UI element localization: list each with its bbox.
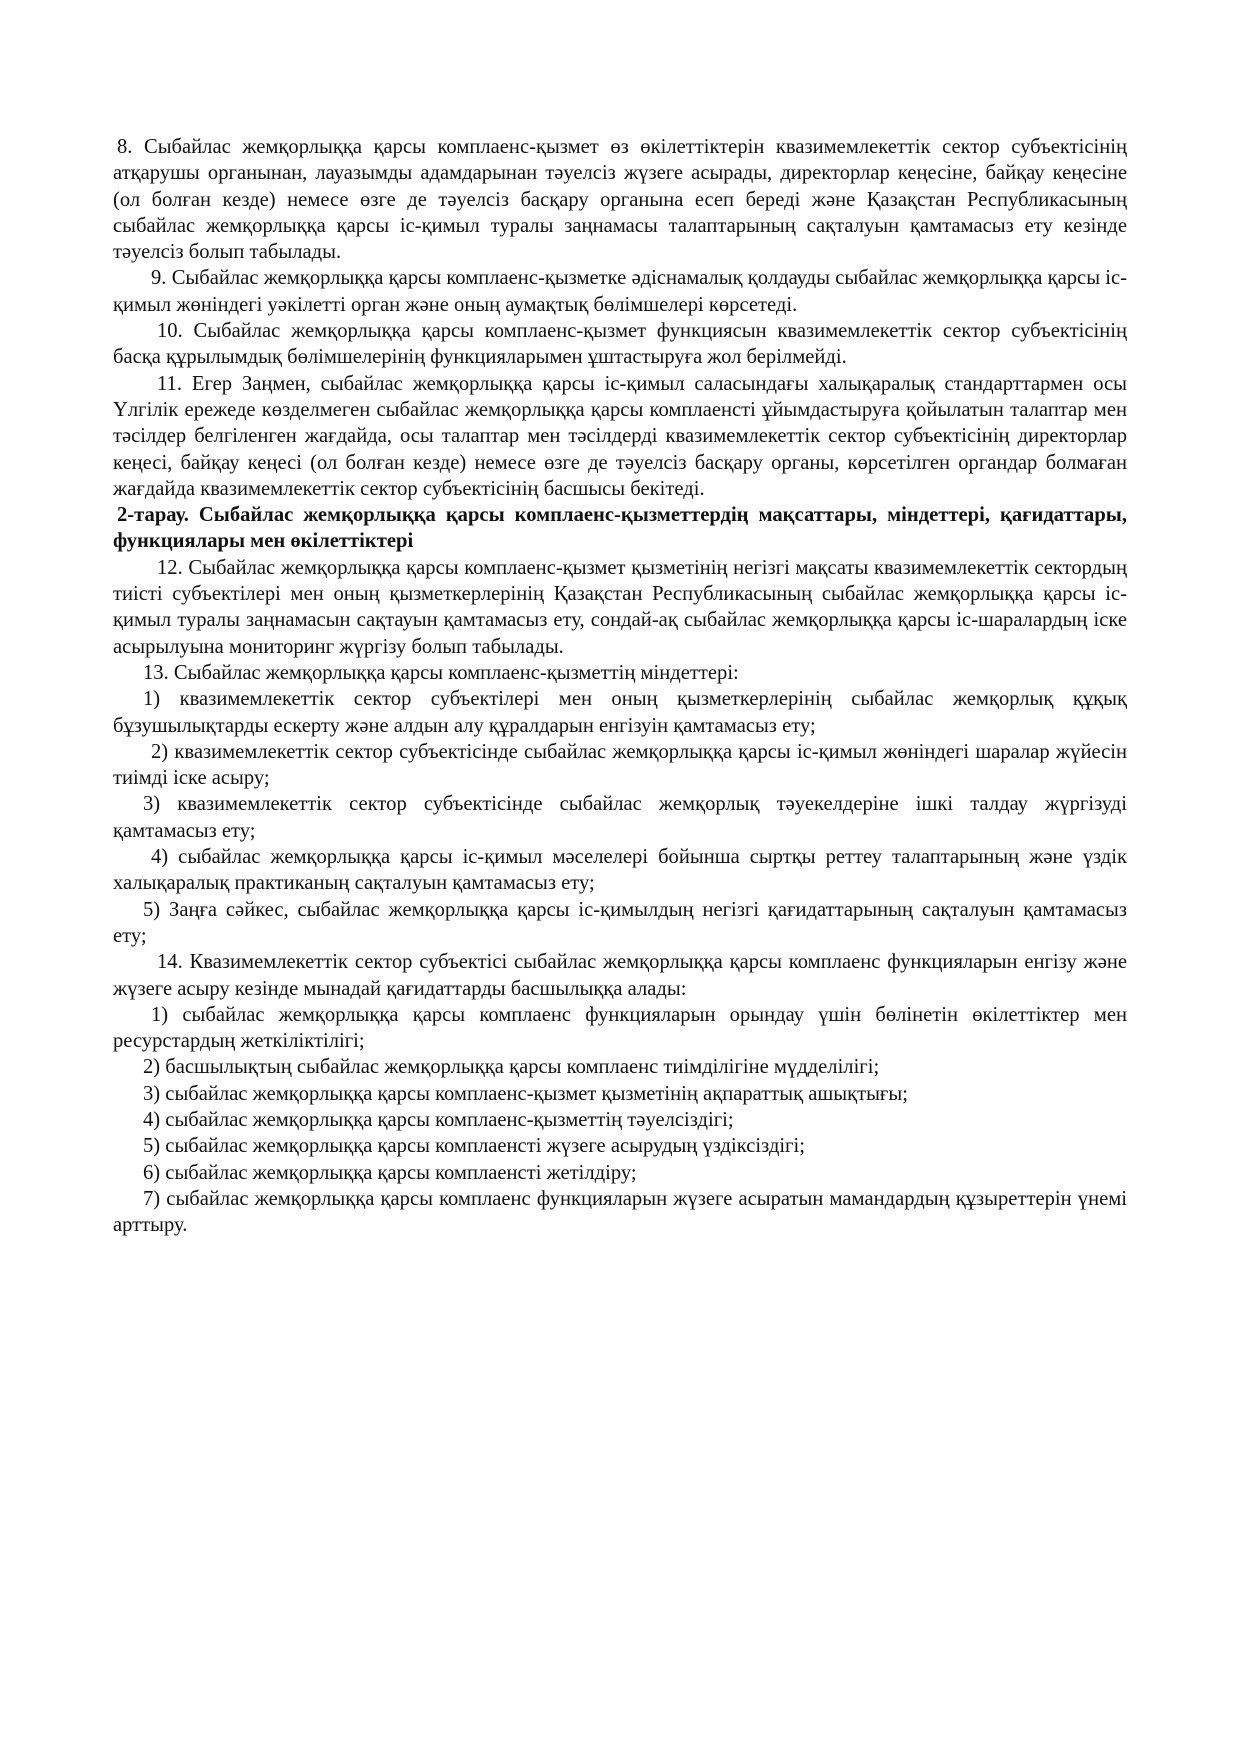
paragraph-14-intro: 14. Квазимемлекеттік сектор субъектісі сыбайлас жемқорлыққа қарсы комплаенс функцияларын енгізу және жүзеге асыру кезінде мынадай қағидаттарды басшылыққа алады: <box>113 951 1127 1000</box>
paragraph-10: 10. Сыбайлас жемқорлыққа қарсы комплаенс-қызмет функциясын квазимемлекеттік сектор субъектісінің басқа құрылымдық бөлімшелерінің функцияларымен ұштастыруға жол берілмейді. <box>113 320 1127 369</box>
paragraph-9: 9. Сыбайлас жемқорлыққа қарсы комплаенс-қызметке әдіснамалық қолдауды сыбайлас жемқорлыққа қарсы іс-қимыл жөніндегі уәкілетті орган және оның аумақтық бөлімшелері көрсетеді. <box>113 267 1127 316</box>
paragraph-13-item-5: 5) Заңға сәйкес, сыбайлас жемқорлыққа қарсы іс-қимылдың негізгі қағидаттарының сақталуын қамтамасыз ету; <box>113 898 1127 947</box>
paragraph-14-item-1: 1) сыбайлас жемқорлыққа қарсы комплаенс функцияларын орындау үшін бөлінетін өкілеттіктер мен ресурстардың жеткіліктілігі; <box>113 1003 1127 1053</box>
paragraph-13-item-4: 4) сыбайлас жемқорлыққа қарсы іс-қимыл мәселелері бойынша сыртқы реттеу талаптарының және үздік халықаралық практиканың сақталуын қамтамасыз ету; <box>113 846 1127 895</box>
paragraph-13-intro: 13. Сыбайлас жемқорлыққа қарсы комплаенс-қызметтің міндеттері: <box>143 661 739 684</box>
paragraph-13-item-1: 1) квазимемлекеттік сектор субъектілері мен оның қызметкерлерінің сыбайлас жемқорлық құқық бұзушылықтарды ескерту және алдын алу құралдарын енгізуін қамтамасыз ету; <box>113 688 1127 737</box>
paragraph-13-item-2: 2) квазимемлекеттік сектор субъектісінде сыбайлас жемқорлыққа қарсы іс-қимыл жөніндегі шаралар жүйесін тиімді іске асыру; <box>113 740 1127 790</box>
paragraph-13-item-3: 3) квазимемлекеттік сектор субъектісінде сыбайлас жемқорлық тәуекелдеріне ішкі талдау жүргізуді қамтамасыз ету; <box>113 793 1127 842</box>
paragraph-14-item-6: 6) сыбайлас жемқорлыққа қарсы комплаенсті жетілдіру; <box>143 1161 637 1184</box>
paragraph-14-item-2: 2) басшылықтың сыбайлас жемқорлыққа қарсы комплаенс тиімділігіне мүдделілігі; <box>143 1056 880 1079</box>
paragraph-12: 12. Сыбайлас жемқорлыққа қарсы комплаенс-қызмет қызметінің негізгі мақсаты квазимемлекеттік сектордың тиісті субъектілері мен оның қызметкерлерінің Қазақстан Республикасының сыбайлас жемқорлыққа қарсы іс-қимыл туралы заңнамасын сақтауын қамтамасыз ету, сондай-ақ сыбайлас жемқорлыққа қарсы іс-шаралардың іске асырылуына мониторинг жүргізу болып табылады. <box>113 556 1127 658</box>
paragraph-11: 11. Егер Заңмен, сыбайлас жемқорлыққа қарсы іс-қимыл саласындағы халықаралық стандарттармен осы Үлгілік ережеде көзделмеген сыбайлас жемқорлыққа қарсы комплаенсті ұйымдастыруға қойылатын талаптар мен тәсілдер белгіленген жағдайда, осы талаптар мен тәсілдерді квазимемлекеттік сектор субъектісінің директорлар кеңесі, байқау кеңесі (ол болған кезде) немесе өзге де тәуелсіз басқару органы, көрсетілген органдар болмаған жағдайда квазимемлекеттік сектор субъектісінің басшысы бекітеді. <box>113 372 1127 500</box>
document-page <box>113 134 1127 1238</box>
paragraph-14-item-3: 3) сыбайлас жемқорлыққа қарсы комплаенс-қызмет қызметінің ақпараттық ашықтығы; <box>143 1082 908 1105</box>
paragraph-14-item-7: 7) сыбайлас жемқорлыққа қарсы комплаенс функцияларын жүзеге асыратын мамандардың құзыреттерін үнемі арттыру. <box>113 1187 1127 1237</box>
paragraph-14-item-5: 5) сыбайлас жемқорлыққа қарсы комплаенсті жүзеге асырудың үздіксіздігі; <box>143 1135 805 1158</box>
chapter-heading: 2-тарау. Сыбайлас жемқорлыққа қарсы комплаенс-қызметтердің мақсаттары, міндеттері, қағидаттары, функциялары мен өкілеттіктері <box>113 504 1127 553</box>
paragraph-14-item-4: 4) сыбайлас жемқорлыққа қарсы комплаенс-қызметтің тәуелсіздігі; <box>143 1108 734 1131</box>
paragraph-8: 8. Сыбайлас жемқорлыққа қарсы комплаенс-қызмет өз өкілеттіктерін квазимемлекеттік сектор субъектісінің атқарушы органынан, лауазымды адамдарынан тәуелсіз жүзеге асырады, директорлар кеңесіне, байқау кеңесіне (ол болған кезде) немесе өзге де тәуелсіз басқару органына есеп береді және Қазақстан Республикасының сыбайлас жемқорлыққа қарсы іс-қимыл туралы заңнамасы талаптарының сақталуын қамтамасыз ету кезінде тәуелсіз болып табылады. <box>113 136 1127 264</box>
